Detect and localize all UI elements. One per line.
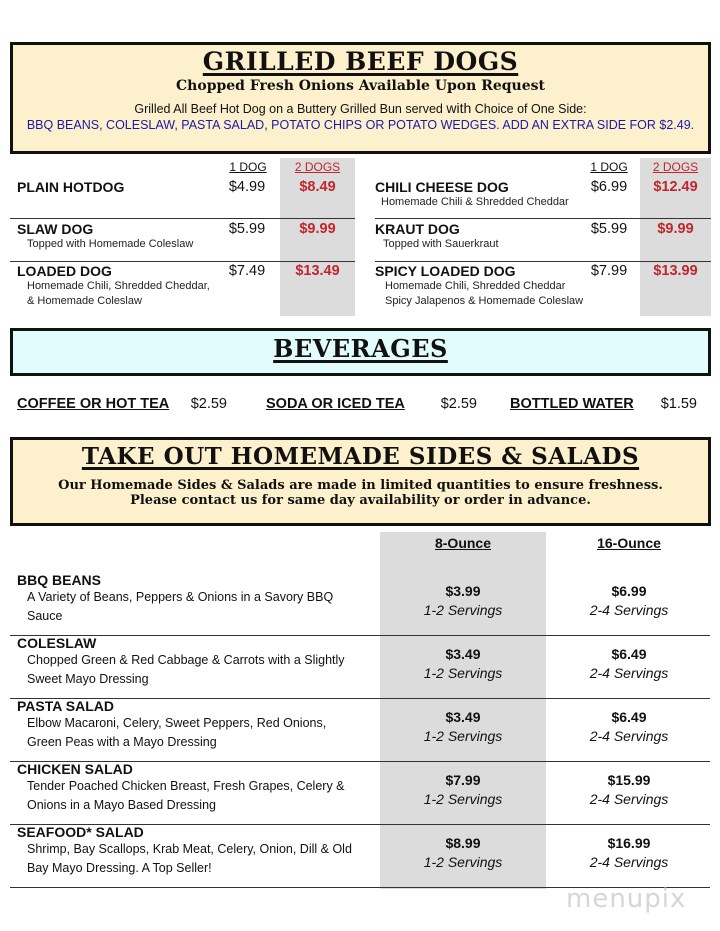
sides-note: Our Homemade Sides & Salads are made in limited quantities to ensure freshness. <box>58 478 663 493</box>
side-description: Tender Poached Chicken Breast, Fresh Grapes, Celery & Onions in a Mayo Based Dressing <box>27 779 345 812</box>
price-2-dogs: $13.49 <box>295 263 340 279</box>
price-2-dogs: $9.99 <box>299 221 336 237</box>
grilled-beef-dogs-header <box>10 42 711 154</box>
dogs-description: Grilled All Beef Hot Dog on a Buttery Grilled Bun served with Choice of One Side: <box>134 100 587 116</box>
col-header-2-dogs: 2 DOGS <box>652 160 699 174</box>
side-name: SEAFOOD* SALAD <box>17 824 144 840</box>
side-name: PASTA SALAD <box>17 698 114 714</box>
menu-item: CHILI CHEESE DOG Homemade Chili & Shredded Cheddar <box>375 179 569 208</box>
side-description: Elbow Macaroni, Celery, Sweet Peppers, Red Onions, Green Peas with a Mayo Dressing <box>27 716 327 749</box>
section-title: GRILLED BEEF DOGS <box>202 47 519 76</box>
menu-item: KRAUT DOG Topped with Sauerkraut <box>375 221 499 250</box>
section-subtitle: Chopped Fresh Onions Available Upon Request <box>176 78 545 94</box>
section-title: BEVERAGES <box>273 334 448 363</box>
side-item <box>17 572 357 626</box>
col-header-2-dogs: 2 DOGS <box>294 160 341 174</box>
sides-header <box>10 437 711 526</box>
sides-choice: BBQ BEANS, COLESLAW, PASTA SALAD, POTATO CHIPS OR POTATO WEDGES. ADD AN EXTRA SIDE FOR $2.49. <box>26 118 695 132</box>
side-description: Shrimp, Bay Scallops, Krab Meat, Celery, Onion, Dill & Old Bay Mayo Dressing. A Top Seller! <box>27 842 352 875</box>
col-header-8-ounce: 8-Ounce <box>434 535 491 551</box>
menu-item: SLAW DOG Topped with Homemade Coleslaw <box>17 221 194 250</box>
beverage-item: BOTTLED WATER $1.59 <box>510 396 697 412</box>
price-1-dog: $7.49 <box>228 263 266 279</box>
side-description: Chopped Green & Red Cabbage & Carrots with a Slightly Sweet Mayo Dressing <box>27 653 345 686</box>
menu-item: SPICY LOADED DOG Homemade Chili, Shredded Cheddar Spicy Jalapenos & Homemade Coleslaw <box>375 263 584 307</box>
beverage-item: SODA OR ICED TEA $2.59 <box>266 396 477 412</box>
price-1-dog: $6.99 <box>590 179 628 195</box>
watermark-logo: menupix <box>566 884 687 914</box>
beverages-header <box>10 328 711 376</box>
price-16-ounce: $15.99 2-4 Servings <box>589 772 669 807</box>
side-item <box>17 635 357 689</box>
price-1-dog: $4.99 <box>228 179 266 195</box>
side-name: CHICKEN SALAD <box>17 761 133 777</box>
sides-note: Please contact us for same day availability or order in advance. <box>130 493 591 508</box>
col-header-1-dog: 1 DOG <box>229 160 267 174</box>
price-2-dogs: $13.99 <box>653 263 698 279</box>
price-8-ounce: $3.49 1-2 Servings <box>423 646 503 681</box>
price-1-dog: $7.99 <box>590 263 628 279</box>
side-description: A Variety of Beans, Peppers & Onions in a Savory BBQ Sauce <box>27 590 334 623</box>
price-1-dog: $5.99 <box>228 221 266 237</box>
price-1-dog: $5.99 <box>590 221 628 237</box>
price-2-dogs: $9.99 <box>657 221 694 237</box>
price-2-dogs: $8.49 <box>299 179 336 195</box>
price-8-ounce: $8.99 1-2 Servings <box>423 835 503 870</box>
price-16-ounce: $6.99 2-4 Servings <box>589 583 669 618</box>
beverage-item: COFFEE OR HOT TEA $2.59 <box>17 396 227 412</box>
price-8-ounce: $3.49 1-2 Servings <box>423 709 503 744</box>
price-8-ounce: $7.99 1-2 Servings <box>423 772 503 807</box>
price-2-dogs: $12.49 <box>653 179 698 195</box>
menu-item: LOADED DOG Homemade Chili, Shredded Cheddar, & Homemade Coleslaw <box>17 263 210 307</box>
menu-item: PLAIN HOTDOG <box>17 179 125 195</box>
side-item <box>17 698 357 752</box>
col-header-16-ounce: 16-Ounce <box>597 535 661 551</box>
price-16-ounce: $16.99 2-4 Servings <box>589 835 669 870</box>
price-8-ounce: $3.99 1-2 Servings <box>423 583 503 618</box>
side-item <box>17 824 357 878</box>
side-name: BBQ BEANS <box>17 572 102 588</box>
section-title: TAKE OUT HOMEMADE SIDES & SALADS <box>81 443 640 470</box>
side-item <box>17 761 357 815</box>
price-16-ounce: $6.49 2-4 Servings <box>589 709 669 744</box>
price-16-ounce: $6.49 2-4 Servings <box>589 646 669 681</box>
col-header-1-dog: 1 DOG <box>590 160 628 174</box>
side-name: COLESLAW <box>17 635 97 651</box>
